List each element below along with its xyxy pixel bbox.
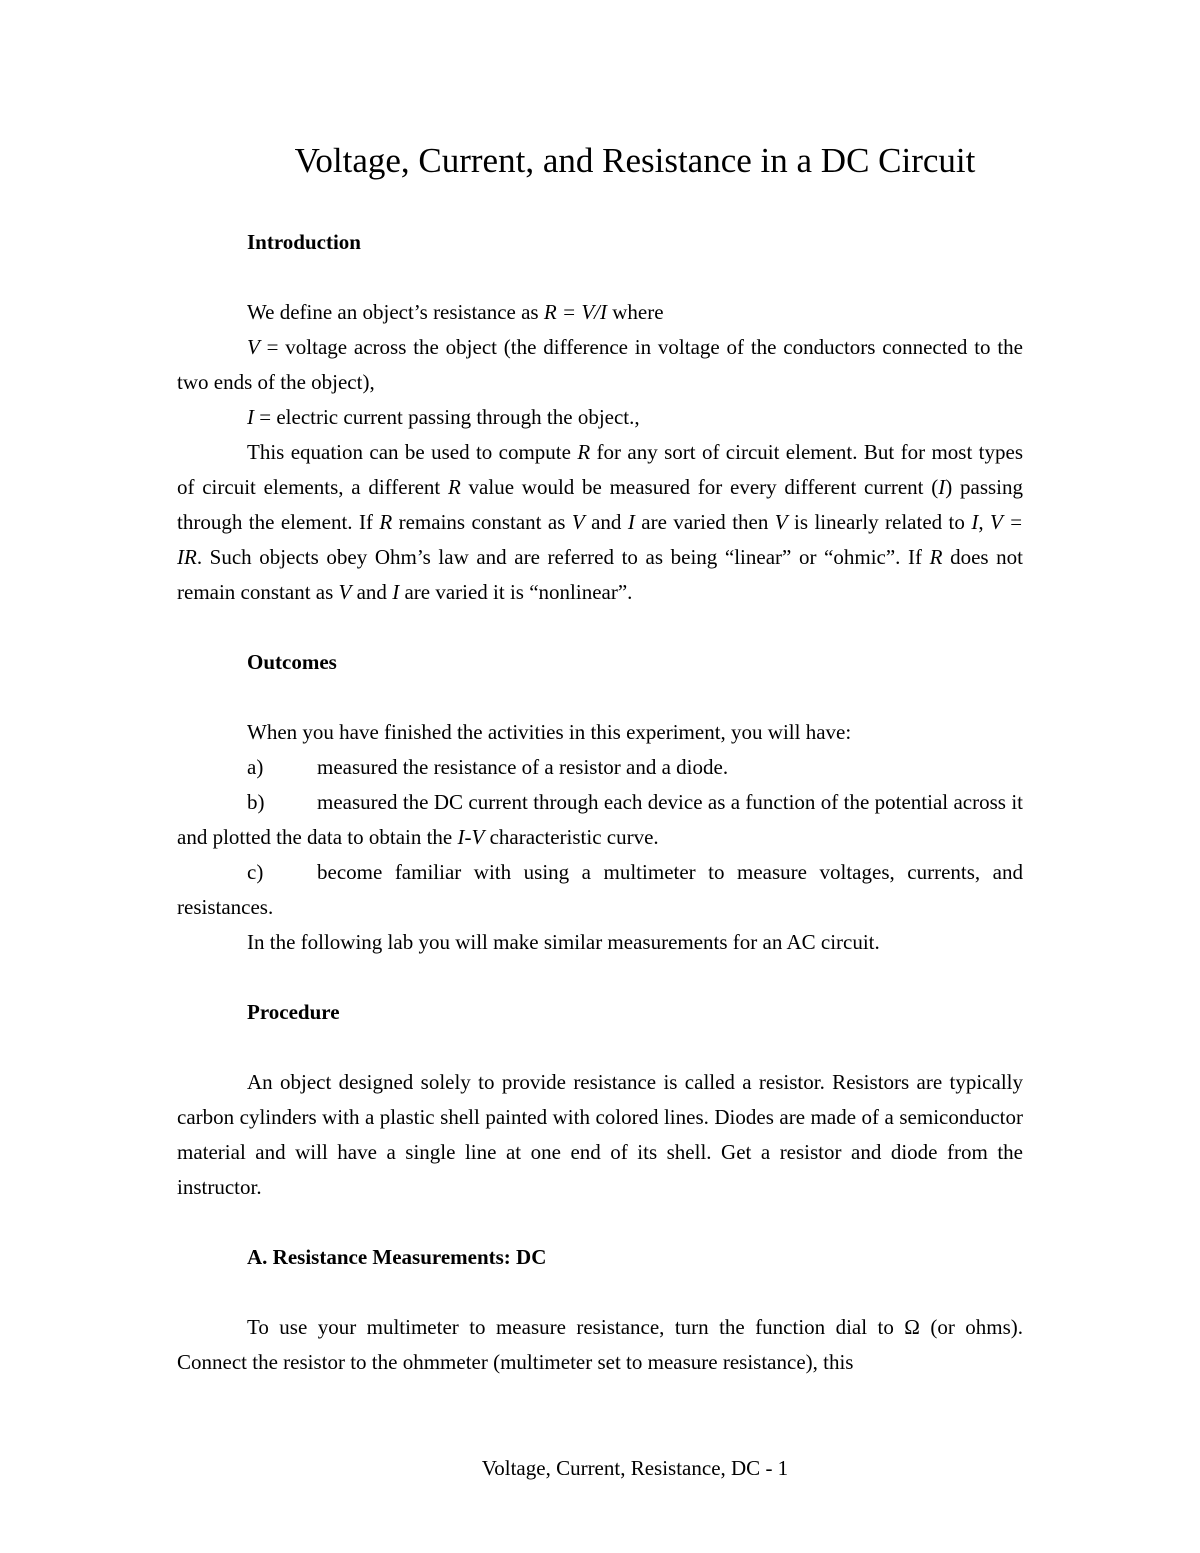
heading-resistance-measurements: A. Resistance Measurements: DC: [247, 1245, 547, 1269]
outcomes-closing: In the following lab you will make similar measurements for an AC circuit.: [247, 930, 880, 954]
voltage-definition: V = voltage across the object (the difference in voltage of the conductors connected to the two ends of the object),: [177, 335, 1023, 394]
outcome-item-c: c) become familiar with using a multimeter to measure voltages, currents, and resistances.: [177, 860, 1023, 919]
heading-procedure: Procedure: [247, 1000, 340, 1024]
resistance-definition: We define an object’s resistance as R = V/I where: [247, 300, 664, 324]
current-definition: I = electric current passing through the object.,: [247, 405, 640, 429]
ohms-law-paragraph: This equation can be used to compute R for any sort of circuit element. But for most types of circuit elements, a different R value would be measured for every different current (I) passing through the element. If R remains constant as V and I are varied then V is linearly related to I, V = IR. Such objects obey Ohm’s law and are referred to as being “linear” or “ohmic”. If R does not remain constant as V and I are varied it is “nonlinear”.: [177, 440, 1024, 604]
resistance-paragraph: To use your multimeter to measure resistance, turn the function dial to Ω (or ohms). Connect the resistor to the ohmmeter (multimeter set to measure resistance), this: [177, 1315, 1023, 1374]
outcomes-intro: When you have finished the activities in this experiment, you will have:: [247, 720, 852, 744]
procedure-paragraph: An object designed solely to provide resistance is called a resistor. Resistors are typically carbon cylinders with a plastic shell painted with colored lines. Diodes are made of a semiconductor material and will have a single line at one end of its shell. Get a resistor and diode from the instructor.: [177, 1070, 1023, 1199]
document-body: [177, 225, 1023, 1380]
outcome-item-a: a) measured the resistance of a resistor and a diode.: [247, 755, 729, 779]
heading-introduction: Introduction: [247, 230, 361, 254]
page-title: Voltage, Current, and Resistance in a DC Circuit: [294, 141, 976, 180]
outcome-item-b: b) measured the DC current through each device as a function of the potential across it and plotted the data to obtain the I-V characteristic curve.: [177, 790, 1023, 849]
heading-outcomes: Outcomes: [247, 650, 337, 674]
page-footer: Voltage, Current, Resistance, DC - 1: [481, 1456, 789, 1480]
